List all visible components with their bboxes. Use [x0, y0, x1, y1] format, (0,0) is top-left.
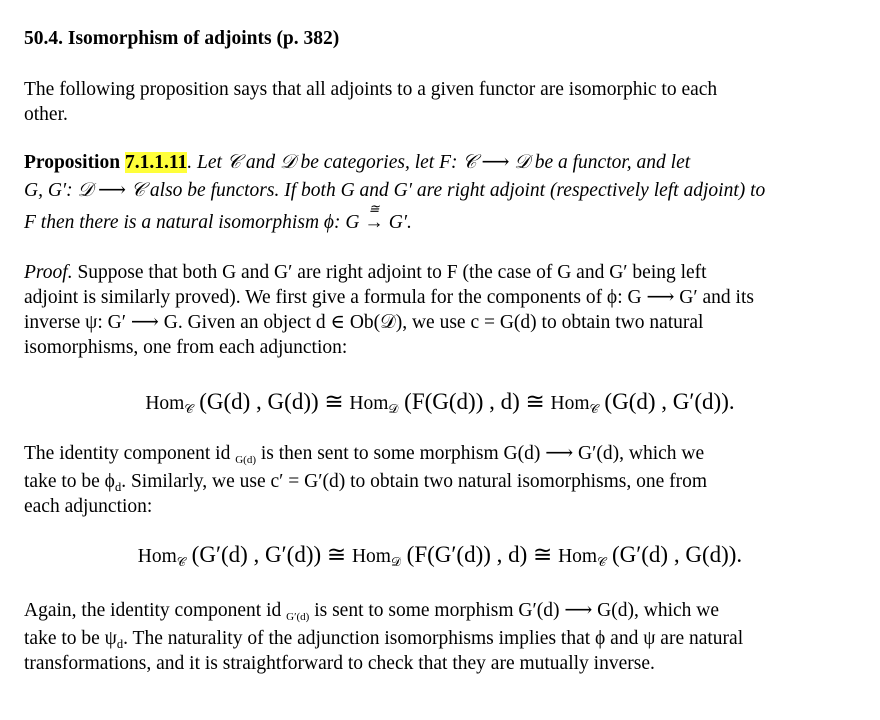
hom-3-subscript: 𝒞 [589, 402, 599, 416]
display-2-part-3: (G′(d) , G(d)). [606, 542, 743, 567]
proposition-label: Proposition [24, 152, 121, 173]
proof-line-1-text: Suppose that both G and G′ are right adjoint to F (the case of G and G′ being left [72, 262, 707, 283]
para3-subscript-2: d [116, 637, 124, 651]
proof-line-4: isomorphisms, one from each adjunction: [24, 337, 348, 358]
display-equation-1 [0, 389, 880, 416]
hom-5: Hom [351, 546, 391, 567]
display-equation-2 [0, 542, 880, 569]
paragraph-3-line-2 [24, 626, 850, 651]
section-heading: 50.4. Isomorphism of adjoints (p. 382) [24, 28, 340, 49]
paragraph-3-line-3: transformations, and it is straightforward to check that they are mutually inverse. [24, 653, 655, 674]
intro-line-1: The following proposition says that all adjoints to a given functor are isomorphic to each [24, 79, 718, 100]
para3-text-a: Again, the identity component id [24, 600, 287, 621]
para3-subscript-1: G′(d) [286, 611, 310, 623]
isomorphism-symbol: ≅ [368, 201, 380, 216]
hom-6: Hom [558, 546, 598, 567]
proof-label: Proof. [24, 262, 73, 283]
proposition-number-highlight: 7.1.1.11 [124, 152, 188, 173]
proof-paragraph [24, 260, 850, 360]
para2-line-2-b: . Similarly, we use c′ = G′(d) to obtain two natural isomorphisms, one from [121, 471, 708, 492]
hom-4: Hom [137, 546, 177, 567]
hom-3: Hom [550, 393, 590, 414]
para3-line-2-a: take to be ψ [24, 628, 117, 649]
proposition-line-3-text-b: G′. [383, 212, 412, 233]
proof-line-3: inverse ψ: G′ ⟶ G. Given an object d ∈ Ob(𝒟), we use c = G(d) to obtain two natural [24, 312, 704, 333]
hom-6-subscript: 𝒞 [597, 555, 607, 569]
display-2-part-1: (G′(d) , G′(d)) ≅ [185, 542, 352, 567]
display-1-part-3: (G(d) , G′(d)). [598, 389, 735, 414]
paragraph-2-line-1 [24, 441, 850, 466]
display-1-part-2: (F(G(d)) , d) ≅ [398, 389, 551, 414]
proposition-line-2: G, G′: 𝒟 ⟶ 𝒞 also be functors. If both G and G′ are right adjoint (respectively left adjoint) to [24, 180, 766, 201]
para2-subscript-1: G(d) [235, 454, 256, 466]
para2-line-2-a: take to be ϕ [24, 471, 115, 492]
proposition-line-1-text: . Let 𝒞 and 𝒟 be categories, let F: 𝒞 ⟶ 𝒟 be a functor, and let [187, 152, 691, 173]
proposition-line-3-text-a: F then there is a natural isomorphism ϕ: G [24, 212, 365, 233]
display-1-part-1: (G(d) , G(d)) ≅ [193, 389, 350, 414]
paragraph-3-line-1 [24, 598, 850, 623]
para2-text-a: The identity component id [24, 443, 236, 464]
para3-text-b: is sent to some morphism G′(d) ⟶ G(d), which we [309, 600, 720, 621]
paragraph-2-line-2 [24, 469, 850, 494]
isomorphism-arrow [364, 201, 384, 235]
hom-1-subscript: 𝒞 [184, 402, 194, 416]
para2-subscript-2: d [114, 480, 122, 494]
proof-line-2: adjoint is similarly proved). We first give a formula for the components of ϕ: G ⟶ G′ and its [24, 287, 754, 308]
display-2-part-2: (F(G′(d)) , d) ≅ [400, 542, 559, 567]
intro-paragraph [24, 77, 850, 127]
arrow-symbol: → [364, 212, 384, 233]
hom-2-subscript: 𝒟 [388, 402, 399, 416]
proposition-line-1 [24, 150, 850, 175]
proof-line-1 [24, 260, 850, 285]
hom-4-subscript: 𝒞 [176, 555, 186, 569]
para2-text-b: is then sent to some morphism G(d) ⟶ G′(d), which we [256, 443, 705, 464]
proposition-line-3 [24, 201, 850, 235]
proposition-paragraph [24, 150, 850, 235]
intro-line-2: other. [24, 104, 68, 125]
hom-1: Hom [145, 393, 185, 414]
paragraph-3 [24, 598, 850, 676]
para3-line-2-b: . The naturality of the adjunction isomorphisms implies that ϕ and ψ are natural [123, 628, 744, 649]
paragraph-2-line-3: each adjunction: [24, 496, 153, 517]
hom-2: Hom [349, 393, 389, 414]
paragraph-2 [24, 441, 850, 519]
hom-5-subscript: 𝒟 [390, 555, 401, 569]
